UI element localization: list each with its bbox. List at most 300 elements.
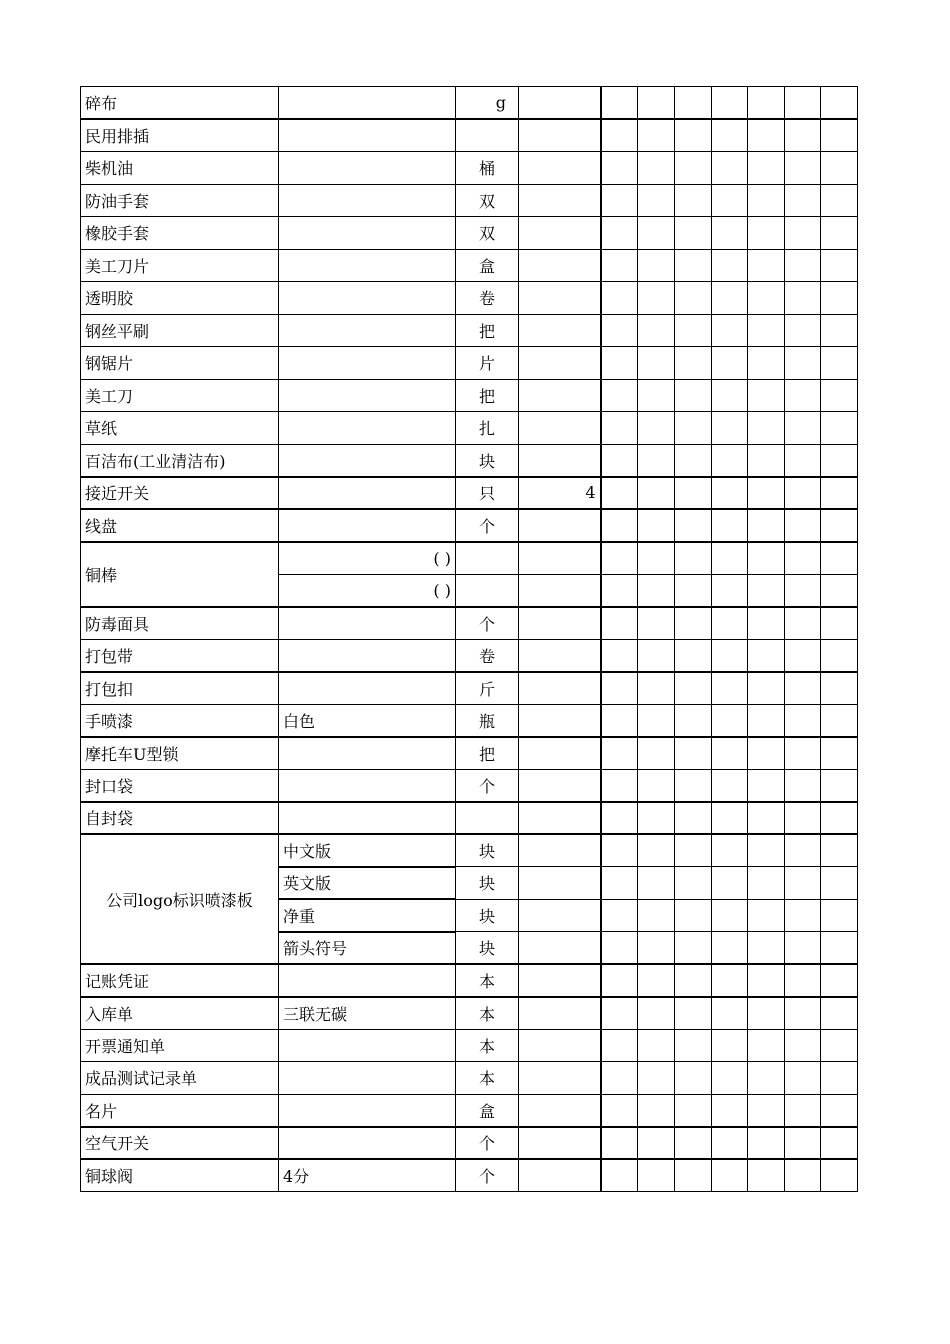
- item-unit-cell[interactable]: 个: [456, 607, 519, 640]
- item-qty-cell[interactable]: [519, 574, 601, 607]
- blank-cell[interactable]: [821, 412, 858, 445]
- item-name-cell[interactable]: 美工刀片: [81, 249, 279, 282]
- blank-cell[interactable]: [712, 282, 748, 315]
- blank-cell[interactable]: [748, 899, 785, 932]
- blank-cell[interactable]: [785, 737, 821, 770]
- item-qty-cell[interactable]: [519, 607, 601, 640]
- item-spec-cell[interactable]: [279, 737, 456, 770]
- item-qty-cell[interactable]: [519, 867, 601, 900]
- blank-cell[interactable]: [675, 737, 712, 770]
- blank-cell[interactable]: [638, 704, 675, 737]
- blank-cell[interactable]: [821, 932, 858, 965]
- blank-cell[interactable]: [675, 607, 712, 640]
- item-spec-cell[interactable]: [279, 379, 456, 412]
- item-unit-cell[interactable]: 个: [456, 769, 519, 802]
- item-unit-cell[interactable]: 盒: [456, 1094, 519, 1127]
- blank-cell[interactable]: [821, 314, 858, 347]
- item-unit-cell[interactable]: 扎: [456, 412, 519, 445]
- item-name-cell[interactable]: 手喷漆: [81, 704, 279, 737]
- blank-cell[interactable]: [601, 347, 638, 380]
- blank-cell[interactable]: [821, 867, 858, 900]
- blank-cell[interactable]: [675, 184, 712, 217]
- item-spec-cell[interactable]: [279, 1127, 456, 1160]
- blank-cell[interactable]: [638, 607, 675, 640]
- blank-cell[interactable]: [638, 249, 675, 282]
- blank-cell[interactable]: [712, 997, 748, 1030]
- blank-cell[interactable]: [712, 542, 748, 575]
- item-unit-cell[interactable]: 双: [456, 184, 519, 217]
- blank-cell[interactable]: [675, 444, 712, 477]
- blank-cell[interactable]: [675, 704, 712, 737]
- item-name-cell[interactable]: 透明胶: [81, 282, 279, 315]
- blank-cell[interactable]: [675, 964, 712, 997]
- blank-cell[interactable]: [748, 87, 785, 120]
- item-spec-cell[interactable]: [279, 249, 456, 282]
- blank-cell[interactable]: [638, 997, 675, 1030]
- blank-cell[interactable]: [748, 574, 785, 607]
- blank-cell[interactable]: [712, 152, 748, 185]
- item-qty-cell[interactable]: [519, 379, 601, 412]
- blank-cell[interactable]: [821, 639, 858, 672]
- blank-cell[interactable]: [785, 87, 821, 120]
- blank-cell[interactable]: [712, 964, 748, 997]
- item-name-cell[interactable]: 柴机油: [81, 152, 279, 185]
- blank-cell[interactable]: [785, 152, 821, 185]
- blank-cell[interactable]: [821, 899, 858, 932]
- item-qty-cell[interactable]: [519, 314, 601, 347]
- blank-cell[interactable]: [821, 737, 858, 770]
- item-unit-cell[interactable]: 块: [456, 444, 519, 477]
- blank-cell[interactable]: [785, 444, 821, 477]
- blank-cell[interactable]: [638, 769, 675, 802]
- item-qty-cell[interactable]: [519, 87, 601, 120]
- blank-cell[interactable]: [638, 834, 675, 867]
- blank-cell[interactable]: [601, 769, 638, 802]
- blank-cell[interactable]: [601, 217, 638, 250]
- item-spec-cell[interactable]: 英文版: [279, 867, 456, 900]
- blank-cell[interactable]: [785, 1094, 821, 1127]
- blank-cell[interactable]: [748, 217, 785, 250]
- blank-cell[interactable]: [712, 574, 748, 607]
- blank-cell[interactable]: [821, 184, 858, 217]
- blank-cell[interactable]: [785, 477, 821, 510]
- item-spec-cell[interactable]: [279, 964, 456, 997]
- item-unit-cell[interactable]: 把: [456, 737, 519, 770]
- blank-cell[interactable]: [821, 542, 858, 575]
- blank-cell[interactable]: [712, 899, 748, 932]
- item-unit-cell[interactable]: 片: [456, 347, 519, 380]
- blank-cell[interactable]: [821, 834, 858, 867]
- blank-cell[interactable]: [675, 119, 712, 152]
- blank-cell[interactable]: [821, 769, 858, 802]
- item-qty-cell[interactable]: [519, 802, 601, 835]
- item-spec-cell[interactable]: 中文版: [279, 834, 456, 867]
- blank-cell[interactable]: [748, 672, 785, 705]
- blank-cell[interactable]: [748, 802, 785, 835]
- blank-cell[interactable]: [675, 379, 712, 412]
- blank-cell[interactable]: [748, 347, 785, 380]
- item-qty-cell[interactable]: [519, 737, 601, 770]
- blank-cell[interactable]: [675, 834, 712, 867]
- blank-cell[interactable]: [821, 1159, 858, 1192]
- item-spec-cell[interactable]: [279, 1094, 456, 1127]
- blank-cell[interactable]: [748, 1094, 785, 1127]
- item-name-cell[interactable]: 钢丝平刷: [81, 314, 279, 347]
- blank-cell[interactable]: [675, 509, 712, 542]
- blank-cell[interactable]: [675, 152, 712, 185]
- blank-cell[interactable]: [712, 119, 748, 152]
- item-name-cell[interactable]: 草纸: [81, 412, 279, 445]
- blank-cell[interactable]: [712, 1029, 748, 1062]
- item-unit-cell[interactable]: [456, 119, 519, 152]
- blank-cell[interactable]: [601, 704, 638, 737]
- blank-cell[interactable]: [712, 87, 748, 120]
- item-unit-cell[interactable]: 本: [456, 1062, 519, 1095]
- item-qty-cell[interactable]: [519, 152, 601, 185]
- item-qty-cell[interactable]: [519, 672, 601, 705]
- blank-cell[interactable]: [601, 542, 638, 575]
- blank-cell[interactable]: [748, 184, 785, 217]
- blank-cell[interactable]: [821, 1127, 858, 1160]
- item-qty-cell[interactable]: [519, 412, 601, 445]
- blank-cell[interactable]: [675, 1062, 712, 1095]
- blank-cell[interactable]: [638, 639, 675, 672]
- blank-cell[interactable]: [821, 607, 858, 640]
- blank-cell[interactable]: [638, 737, 675, 770]
- item-spec-cell[interactable]: [279, 412, 456, 445]
- blank-cell[interactable]: [712, 769, 748, 802]
- blank-cell[interactable]: [785, 574, 821, 607]
- blank-cell[interactable]: [785, 704, 821, 737]
- item-qty-cell[interactable]: [519, 1094, 601, 1127]
- item-name-cell[interactable]: 钢锯片: [81, 347, 279, 380]
- blank-cell[interactable]: [821, 347, 858, 380]
- blank-cell[interactable]: [638, 87, 675, 120]
- item-qty-cell[interactable]: [519, 769, 601, 802]
- blank-cell[interactable]: [821, 1062, 858, 1095]
- blank-cell[interactable]: [675, 87, 712, 120]
- item-unit-cell[interactable]: 本: [456, 964, 519, 997]
- item-unit-cell[interactable]: 卷: [456, 639, 519, 672]
- item-name-cell[interactable]: 摩托车U型锁: [81, 737, 279, 770]
- blank-cell[interactable]: [601, 867, 638, 900]
- blank-cell[interactable]: [712, 932, 748, 965]
- item-unit-cell[interactable]: 个: [456, 1127, 519, 1160]
- blank-cell[interactable]: [785, 1029, 821, 1062]
- blank-cell[interactable]: [638, 1062, 675, 1095]
- blank-cell[interactable]: [638, 119, 675, 152]
- item-unit-cell[interactable]: 卷: [456, 282, 519, 315]
- blank-cell[interactable]: [675, 1029, 712, 1062]
- item-unit-cell[interactable]: 盒: [456, 249, 519, 282]
- blank-cell[interactable]: [785, 639, 821, 672]
- item-spec-cell[interactable]: [279, 152, 456, 185]
- item-unit-cell[interactable]: 斤: [456, 672, 519, 705]
- item-name-cell[interactable]: 打包带: [81, 639, 279, 672]
- blank-cell[interactable]: [675, 1159, 712, 1192]
- blank-cell[interactable]: [601, 184, 638, 217]
- item-qty-cell[interactable]: [519, 184, 601, 217]
- item-spec-cell[interactable]: [279, 1062, 456, 1095]
- item-unit-cell[interactable]: 只: [456, 477, 519, 510]
- blank-cell[interactable]: [675, 282, 712, 315]
- blank-cell[interactable]: [785, 379, 821, 412]
- blank-cell[interactable]: [748, 249, 785, 282]
- blank-cell[interactable]: [638, 379, 675, 412]
- blank-cell[interactable]: [675, 997, 712, 1030]
- blank-cell[interactable]: [712, 802, 748, 835]
- blank-cell[interactable]: [785, 964, 821, 997]
- blank-cell[interactable]: [785, 509, 821, 542]
- blank-cell[interactable]: [675, 639, 712, 672]
- item-qty-cell[interactable]: [519, 249, 601, 282]
- item-unit-cell[interactable]: 块: [456, 899, 519, 932]
- blank-cell[interactable]: [601, 477, 638, 510]
- blank-cell[interactable]: [638, 1127, 675, 1160]
- blank-cell[interactable]: [748, 1127, 785, 1160]
- blank-cell[interactable]: [748, 932, 785, 965]
- blank-cell[interactable]: [785, 769, 821, 802]
- blank-cell[interactable]: [638, 314, 675, 347]
- item-qty-cell[interactable]: [519, 1029, 601, 1062]
- blank-cell[interactable]: [712, 249, 748, 282]
- blank-cell[interactable]: [712, 834, 748, 867]
- blank-cell[interactable]: [638, 282, 675, 315]
- item-qty-cell[interactable]: [519, 509, 601, 542]
- item-unit-cell[interactable]: 个: [456, 1159, 519, 1192]
- blank-cell[interactable]: [601, 1029, 638, 1062]
- blank-cell[interactable]: [675, 932, 712, 965]
- blank-cell[interactable]: [821, 1094, 858, 1127]
- item-qty-cell[interactable]: [519, 347, 601, 380]
- item-unit-cell[interactable]: 块: [456, 867, 519, 900]
- item-name-cell[interactable]: 名片: [81, 1094, 279, 1127]
- blank-cell[interactable]: [748, 412, 785, 445]
- blank-cell[interactable]: [821, 119, 858, 152]
- blank-cell[interactable]: [785, 1062, 821, 1095]
- blank-cell[interactable]: [748, 314, 785, 347]
- blank-cell[interactable]: [712, 607, 748, 640]
- item-spec-cell[interactable]: [279, 282, 456, 315]
- item-qty-cell[interactable]: [519, 1159, 601, 1192]
- item-unit-cell[interactable]: 桶: [456, 152, 519, 185]
- item-spec-cell[interactable]: [279, 477, 456, 510]
- blank-cell[interactable]: [675, 574, 712, 607]
- item-unit-cell[interactable]: 个: [456, 509, 519, 542]
- blank-cell[interactable]: [601, 1094, 638, 1127]
- item-name-cell[interactable]: 铜球阀: [81, 1159, 279, 1192]
- blank-cell[interactable]: [821, 152, 858, 185]
- blank-cell[interactable]: [712, 867, 748, 900]
- item-name-cell[interactable]: 接近开关: [81, 477, 279, 510]
- item-spec-cell[interactable]: [279, 444, 456, 477]
- item-unit-cell[interactable]: 把: [456, 379, 519, 412]
- item-unit-cell[interactable]: 块: [456, 834, 519, 867]
- blank-cell[interactable]: [675, 347, 712, 380]
- blank-cell[interactable]: [601, 802, 638, 835]
- blank-cell[interactable]: [821, 477, 858, 510]
- blank-cell[interactable]: [638, 184, 675, 217]
- blank-cell[interactable]: [748, 1159, 785, 1192]
- blank-cell[interactable]: [675, 314, 712, 347]
- blank-cell[interactable]: [638, 347, 675, 380]
- item-unit-cell[interactable]: 本: [456, 997, 519, 1030]
- item-qty-cell[interactable]: [519, 282, 601, 315]
- blank-cell[interactable]: [675, 899, 712, 932]
- blank-cell[interactable]: [675, 769, 712, 802]
- blank-cell[interactable]: [638, 444, 675, 477]
- blank-cell[interactable]: [748, 1029, 785, 1062]
- blank-cell[interactable]: [785, 997, 821, 1030]
- blank-cell[interactable]: [712, 412, 748, 445]
- blank-cell[interactable]: [748, 282, 785, 315]
- blank-cell[interactable]: [748, 1062, 785, 1095]
- blank-cell[interactable]: [601, 997, 638, 1030]
- blank-cell[interactable]: [712, 1127, 748, 1160]
- blank-cell[interactable]: [601, 444, 638, 477]
- blank-cell[interactable]: [821, 672, 858, 705]
- blank-cell[interactable]: [748, 964, 785, 997]
- blank-cell[interactable]: [785, 249, 821, 282]
- blank-cell[interactable]: [601, 152, 638, 185]
- blank-cell[interactable]: [712, 347, 748, 380]
- item-qty-cell[interactable]: 4: [519, 477, 601, 510]
- blank-cell[interactable]: [601, 1127, 638, 1160]
- item-qty-cell[interactable]: [519, 542, 601, 575]
- blank-cell[interactable]: [601, 379, 638, 412]
- item-spec-cell[interactable]: 净重: [279, 899, 456, 932]
- item-spec-cell[interactable]: 白色: [279, 704, 456, 737]
- item-name-cell[interactable]: 空气开关: [81, 1127, 279, 1160]
- item-unit-cell[interactable]: g: [456, 87, 519, 120]
- blank-cell[interactable]: [638, 412, 675, 445]
- blank-cell[interactable]: [821, 802, 858, 835]
- blank-cell[interactable]: [638, 574, 675, 607]
- blank-cell[interactable]: [601, 314, 638, 347]
- item-qty-cell[interactable]: [519, 444, 601, 477]
- item-qty-cell[interactable]: [519, 997, 601, 1030]
- item-spec-cell[interactable]: ( ): [279, 542, 456, 575]
- blank-cell[interactable]: [601, 932, 638, 965]
- item-spec-cell[interactable]: ( ): [279, 574, 456, 607]
- item-name-cell[interactable]: 开票通知单: [81, 1029, 279, 1062]
- blank-cell[interactable]: [638, 477, 675, 510]
- blank-cell[interactable]: [748, 639, 785, 672]
- blank-cell[interactable]: [785, 932, 821, 965]
- item-name-cell[interactable]: 成品测试记录单: [81, 1062, 279, 1095]
- blank-cell[interactable]: [675, 1094, 712, 1127]
- blank-cell[interactable]: [821, 87, 858, 120]
- item-spec-cell[interactable]: [279, 509, 456, 542]
- blank-cell[interactable]: [785, 834, 821, 867]
- blank-cell[interactable]: [675, 802, 712, 835]
- item-name-cell[interactable]: 防油手套: [81, 184, 279, 217]
- item-spec-cell[interactable]: [279, 639, 456, 672]
- blank-cell[interactable]: [675, 217, 712, 250]
- blank-cell[interactable]: [785, 802, 821, 835]
- item-spec-cell[interactable]: [279, 347, 456, 380]
- blank-cell[interactable]: [748, 834, 785, 867]
- blank-cell[interactable]: [601, 509, 638, 542]
- item-unit-cell[interactable]: 双: [456, 217, 519, 250]
- item-qty-cell[interactable]: [519, 639, 601, 672]
- blank-cell[interactable]: [821, 249, 858, 282]
- blank-cell[interactable]: [748, 997, 785, 1030]
- blank-cell[interactable]: [712, 704, 748, 737]
- blank-cell[interactable]: [785, 607, 821, 640]
- blank-cell[interactable]: [785, 347, 821, 380]
- blank-cell[interactable]: [638, 509, 675, 542]
- blank-cell[interactable]: [638, 1159, 675, 1192]
- blank-cell[interactable]: [601, 282, 638, 315]
- blank-cell[interactable]: [748, 542, 785, 575]
- blank-cell[interactable]: [785, 867, 821, 900]
- item-spec-cell[interactable]: 箭头符号: [279, 932, 456, 965]
- blank-cell[interactable]: [748, 119, 785, 152]
- item-spec-cell[interactable]: [279, 672, 456, 705]
- blank-cell[interactable]: [785, 184, 821, 217]
- blank-cell[interactable]: [601, 672, 638, 705]
- blank-cell[interactable]: [601, 737, 638, 770]
- item-spec-cell[interactable]: [279, 217, 456, 250]
- blank-cell[interactable]: [675, 672, 712, 705]
- item-qty-cell[interactable]: [519, 217, 601, 250]
- blank-cell[interactable]: [638, 802, 675, 835]
- blank-cell[interactable]: [748, 607, 785, 640]
- blank-cell[interactable]: [601, 964, 638, 997]
- item-qty-cell[interactable]: [519, 834, 601, 867]
- blank-cell[interactable]: [748, 769, 785, 802]
- item-qty-cell[interactable]: [519, 1062, 601, 1095]
- blank-cell[interactable]: [638, 672, 675, 705]
- item-spec-cell[interactable]: [279, 802, 456, 835]
- item-name-cell[interactable]: 橡胶手套: [81, 217, 279, 250]
- blank-cell[interactable]: [785, 1127, 821, 1160]
- blank-cell[interactable]: [601, 1062, 638, 1095]
- blank-cell[interactable]: [675, 542, 712, 575]
- item-spec-cell[interactable]: [279, 607, 456, 640]
- blank-cell[interactable]: [748, 509, 785, 542]
- item-unit-cell[interactable]: 本: [456, 1029, 519, 1062]
- blank-cell[interactable]: [821, 997, 858, 1030]
- blank-cell[interactable]: [785, 282, 821, 315]
- blank-cell[interactable]: [601, 412, 638, 445]
- blank-cell[interactable]: [821, 282, 858, 315]
- blank-cell[interactable]: [638, 867, 675, 900]
- item-name-cell[interactable]: 百洁布(工业清洁布): [81, 444, 279, 477]
- blank-cell[interactable]: [821, 444, 858, 477]
- blank-cell[interactable]: [821, 574, 858, 607]
- item-name-cell[interactable]: 公司logo标识喷漆板: [81, 834, 279, 964]
- blank-cell[interactable]: [821, 704, 858, 737]
- item-qty-cell[interactable]: [519, 932, 601, 965]
- blank-cell[interactable]: [712, 184, 748, 217]
- item-unit-cell[interactable]: 块: [456, 932, 519, 965]
- blank-cell[interactable]: [712, 217, 748, 250]
- item-spec-cell[interactable]: [279, 119, 456, 152]
- blank-cell[interactable]: [821, 1029, 858, 1062]
- item-spec-cell[interactable]: [279, 184, 456, 217]
- item-name-cell[interactable]: 碎布: [81, 87, 279, 120]
- blank-cell[interactable]: [601, 574, 638, 607]
- blank-cell[interactable]: [675, 477, 712, 510]
- item-qty-cell[interactable]: [519, 899, 601, 932]
- item-name-cell[interactable]: 线盘: [81, 509, 279, 542]
- item-spec-cell[interactable]: [279, 1029, 456, 1062]
- blank-cell[interactable]: [712, 477, 748, 510]
- item-qty-cell[interactable]: [519, 119, 601, 152]
- item-name-cell[interactable]: 入库单: [81, 997, 279, 1030]
